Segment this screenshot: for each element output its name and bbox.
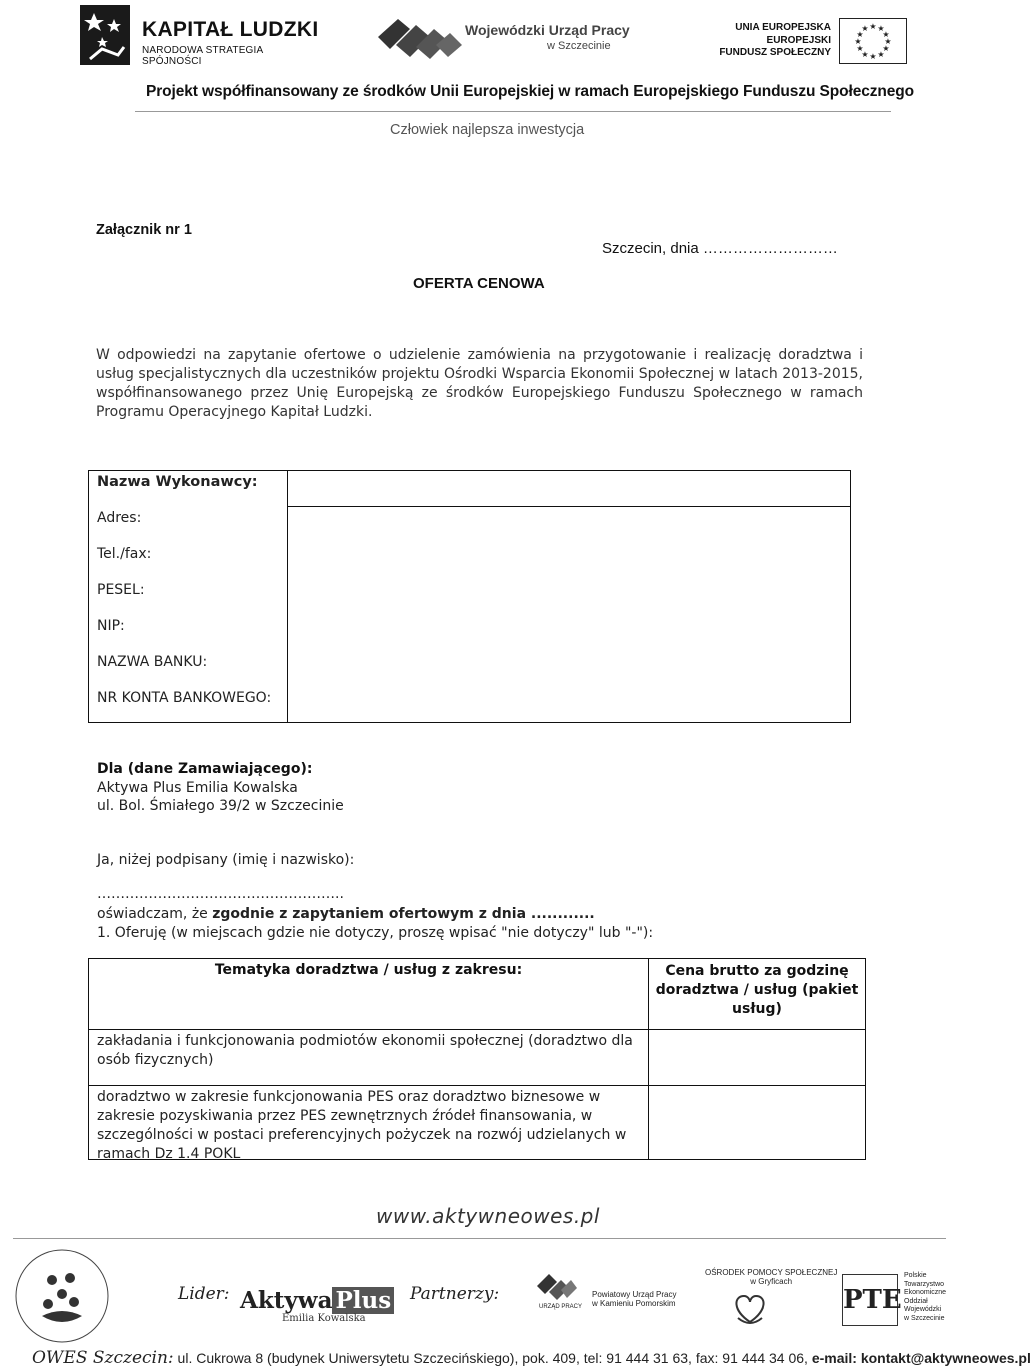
pte-name-line-2: Towarzystwo — [904, 1280, 945, 1288]
field-label-phone-fax: Tel./fax: — [97, 546, 152, 562]
wup-logo — [376, 15, 630, 65]
pup-badge-label: URZĄD PRACY — [539, 1304, 583, 1310]
aktywa-logo-main: Aktywa — [240, 1287, 333, 1314]
ue-logo — [719, 18, 911, 68]
footer-website-link[interactable]: www.aktywneowes.pl — [376, 1204, 600, 1228]
kapital-ludzki-subtitle: NARODOWA STRATEGIA SPÓJNOŚCI — [142, 45, 263, 67]
pup-logo — [535, 1270, 583, 1314]
declaration-prefix: oświadczam, że — [97, 906, 213, 922]
offer-instruction: 1. Oferuję (w miejscach gdzie nie dotyczy, proszę wpisać "nie dotyczy" lub "-"): — [97, 925, 654, 941]
field-label-bank-account: NR KONTA BANKOWEGO: — [97, 690, 272, 706]
ops-name-line-1: OŚRODEK POMOCY SPOŁECZNEJ — [705, 1268, 838, 1277]
field-label-bank-name: NAZWA BANKU: — [97, 654, 208, 670]
owes-logo — [12, 1246, 112, 1346]
wup-city: w Szczecinie — [547, 40, 611, 52]
ops-heart-hands-icon — [728, 1288, 772, 1332]
pte-name-line-1: Polskie — [904, 1272, 927, 1279]
contractor-data-field[interactable] — [288, 507, 851, 723]
aktywa-plus-logo — [240, 1287, 394, 1324]
ops-name-line-2: w Gryficach — [750, 1277, 793, 1286]
field-label-nip: NIP: — [97, 618, 125, 634]
attachment-label: Załącznik nr 1 — [96, 222, 192, 238]
header-divider — [135, 111, 891, 112]
price-table — [88, 958, 866, 1160]
svg-text:★: ★ — [882, 44, 890, 53]
kapital-ludzki-emblem-icon — [80, 5, 130, 65]
lider-label: Lider: — [178, 1284, 230, 1304]
date-line: Szczecin, dnia ……………………… — [602, 240, 838, 257]
price-table-topic-2: doradztwo w zakresie funkcjonowania PES oraz doradztwo biznesowe w zakresie pozyskiwania przez PES zewnętrznych źródeł finansowania, w szczególności w postaci preferencyjnych pożyczek na rozwój udzielanych w ramach Dz 1.4 POKL — [97, 1089, 627, 1162]
buyer-address: ul. Bol. Śmiałego 39/2 w Szczecinie — [97, 798, 344, 814]
svg-text:★: ★ — [861, 50, 869, 59]
price-table-header-topic: Tematyka doradztwa / usług z zakresu: — [214, 962, 523, 978]
svg-text:★: ★ — [884, 37, 892, 46]
price-input-1[interactable] — [649, 1030, 865, 1085]
buyer-name: Aktywa Plus Emilia Kowalska — [97, 780, 298, 796]
kapital-ludzki-title: KAPITAŁ LUDZKI — [142, 18, 319, 41]
kapital-ludzki-logo — [80, 5, 320, 67]
field-label-pesel: PESEL: — [97, 582, 145, 598]
partners-label: Partnerzy: — [410, 1284, 500, 1304]
intro-paragraph: W odpowiedzi na zapytanie ofertowe o udzielenie zamówienia na przygotowanie i realizację doradztwa i usług specjalistycznych dla uczestników projektu Ośrodki Wsparcia Ekonomii Społecznej w latach 2013-2015, współfinansowanego przez Unię Europejską ze środków Europejskiego Funduszu Społecznego w ramach Programu Operacyjnego Kapitał Ludzki. — [96, 347, 863, 420]
undersigned-label: Ja, niżej podpisany (imię i nazwisko): — [97, 852, 355, 868]
owes-emblem-icon — [12, 1246, 112, 1346]
header-motto: Człowiek najlepsza inwestycja — [390, 122, 585, 138]
svg-text:★: ★ — [869, 52, 877, 61]
owes-city-label: OWES Szczecin: — [32, 1348, 174, 1368]
name-blank-dots: …………………………………………….. — [97, 886, 344, 902]
ue-line-1: UNIA EUROPEJSKA — [735, 22, 831, 33]
svg-text:★: ★ — [856, 44, 864, 53]
buyer-heading: Dla (dane Zamawiającego): — [97, 761, 313, 777]
svg-text:★: ★ — [877, 50, 885, 59]
field-label-address: Adres: — [97, 510, 142, 526]
aktywa-logo-plus: Plus — [332, 1287, 394, 1314]
price-table-header-price: Cena brutto za godzinę doradztwa / usług (pakiet usług) — [655, 963, 859, 1017]
ue-line-2: EUROPEJSKI — [766, 35, 831, 46]
svg-text:★: ★ — [856, 30, 864, 39]
pte-name — [904, 1272, 946, 1323]
svg-text:★: ★ — [882, 30, 890, 39]
declaration-line — [97, 906, 595, 922]
aktywa-logo-sub: Emilia Kowalska — [282, 1313, 366, 1324]
pte-logo-text: PTE — [843, 1285, 902, 1315]
pup-name-line-2: w Kamieniu Pomorskim — [592, 1299, 676, 1308]
price-table-topic-1: zakładania i funkcjonowania podmiotów ekonomii społecznej (doradztwo dla osób fizycznych) — [97, 1033, 633, 1068]
field-label-contractor-name: Nazwa Wykonawcy: — [97, 474, 258, 490]
pup-name-line-1: Powiatowy Urząd Pracy — [592, 1290, 677, 1299]
declaration-bold: zgodnie z zapytaniem ofertowym z dnia ............ — [212, 906, 595, 922]
pup-name — [592, 1290, 676, 1308]
pte-name-line-6: w Szczecinie — [904, 1314, 945, 1322]
eu-flag-icon — [839, 18, 907, 64]
wup-emblem-icon — [376, 15, 464, 59]
pte-logo — [842, 1274, 902, 1326]
footer-email[interactable]: e-mail: kontakt@aktywneowes.pl — [811, 1350, 1031, 1366]
contractor-data-table — [88, 470, 851, 723]
footer-contact-line — [32, 1348, 1031, 1368]
pte-name-line-3: Ekonomiczne — [904, 1289, 947, 1296]
svg-text:★: ★ — [854, 37, 862, 46]
ops-name — [705, 1268, 837, 1286]
svg-text:★: ★ — [877, 24, 885, 33]
pup-emblem-icon — [535, 1270, 579, 1300]
price-input-2[interactable] — [649, 1086, 865, 1159]
wup-title: Wojewódzki Urząd Pracy — [465, 22, 630, 38]
footer-address: ul. Cukrowa 8 (budynek Uniwersytetu Szczecińskiego), pok. 409, tel: 91 444 31 63, fax: 91 444 34 06, — [177, 1350, 808, 1366]
pte-name-line-5: Wojewódzki — [904, 1306, 942, 1313]
footer-divider — [13, 1238, 946, 1239]
ue-line-3: FUNDUSZ SPOŁECZNY — [719, 47, 831, 58]
document-title: OFERTA CENOWA — [413, 275, 545, 292]
project-funding-line: Projekt współfinansowany ze środków Unii Europejskiej w ramach Europejskiego Funduszu Społecznego — [146, 83, 915, 100]
svg-text:★: ★ — [861, 24, 869, 33]
pte-name-line-4: Oddział — [904, 1297, 928, 1305]
svg-text:★: ★ — [869, 22, 877, 31]
